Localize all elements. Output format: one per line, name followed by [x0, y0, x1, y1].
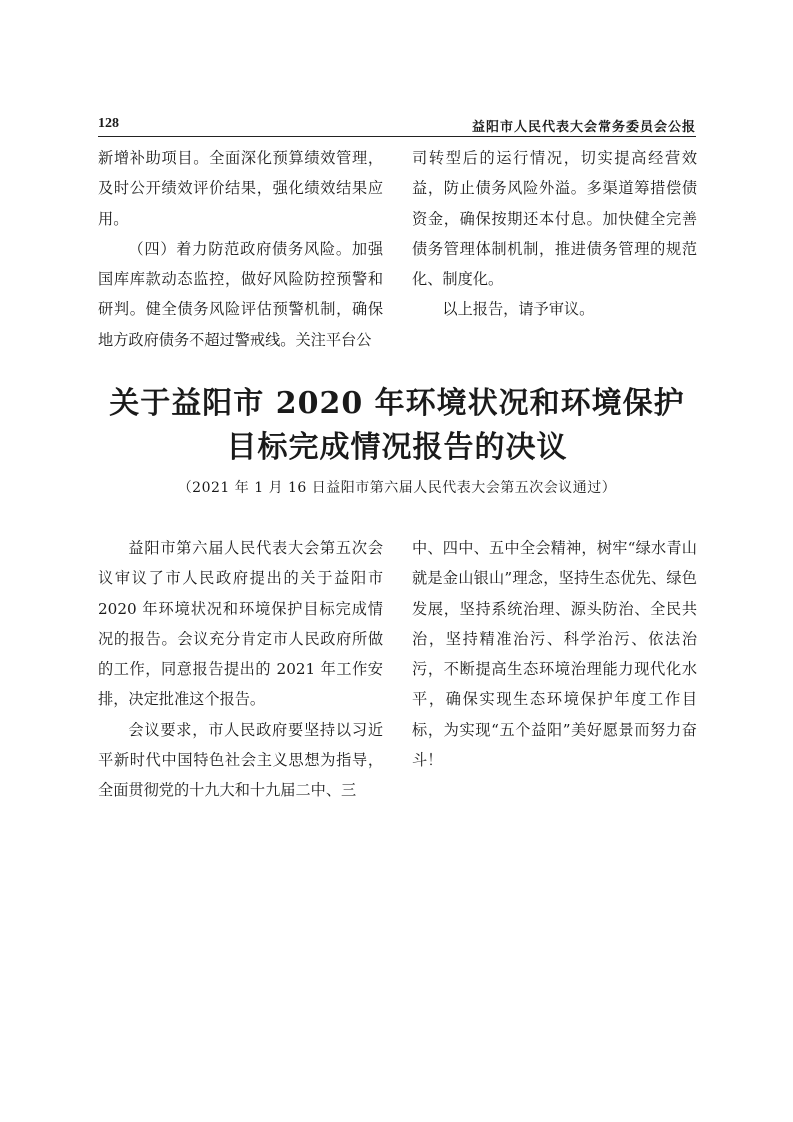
article-subtitle: （2021 年 1 月 16 日益阳市第六届人民代表大会第五次会议通过） [177, 480, 617, 496]
article-right-paragraph-1: 中、四中、五中全会精神，树牢“绿水青山就是金山银山”理念，坚持生态优先、绿色发展，坚持系统治理、源头防治、全民共治，坚持精准治污、科学治污、依法治污，不断提高生态环境治理能力现代化水平，确保实现生态环境保护年度工作目标，为实现“五个益阳”美好愿景而努力奋斗！ [412, 539, 697, 770]
page-number: 128 [98, 116, 119, 131]
top-left-paragraph-2: （四）着力防范政府债务风险。加强国库库款动态监控，做好风险防控预警和研判。健全债务风险评估预警机制，确保地方政府债务不超过警戒线。关注平台公 [98, 239, 383, 349]
page-header [98, 114, 696, 137]
top-right-column [412, 143, 697, 325]
article-title [98, 382, 696, 470]
top-left-paragraph-1: 新增补助项目。全面深化预算绩效管理，及时公开绩效评价结果，强化绩效结果应用。 [98, 149, 383, 228]
article-right-column [412, 533, 697, 775]
article-left-paragraph-2: 会议要求，市人民政府要坚持以习近平新时代中国特色社会主义思想为指导，全面贯彻党的十九大和十九届二中、三 [98, 720, 383, 800]
article-left-paragraph-1: 益阳市第六届人民代表大会第五次会议审议了市人民政府提出的关于益阳市 2020 年环境状况和环境保护目标完成情况的报告。会议充分肯定市人民政府所做的工作，同意报告提出的 2021 年工作安排，决定批准这个报告。 [98, 539, 383, 709]
article-left-column [98, 533, 383, 806]
article-title-line-2: 目标完成情况报告的决议 [226, 430, 568, 465]
top-right-paragraph-2: 以上报告，请予审议。 [442, 300, 595, 319]
top-left-column [98, 143, 383, 355]
article-title-line-1: 关于益阳市 2020 年环境状况和环境保护 [109, 386, 685, 421]
top-right-paragraph-1: 司转型后的运行情况，切实提高经营效益，防止债务风险外溢。多渠道筹措偿债资金，确保按期还本付息。加快健全完善债务管理体制机制，推进债务管理的规范化、制度化。 [412, 149, 697, 289]
running-title: 益阳市人民代表大会常务委员会公报 [471, 120, 696, 135]
